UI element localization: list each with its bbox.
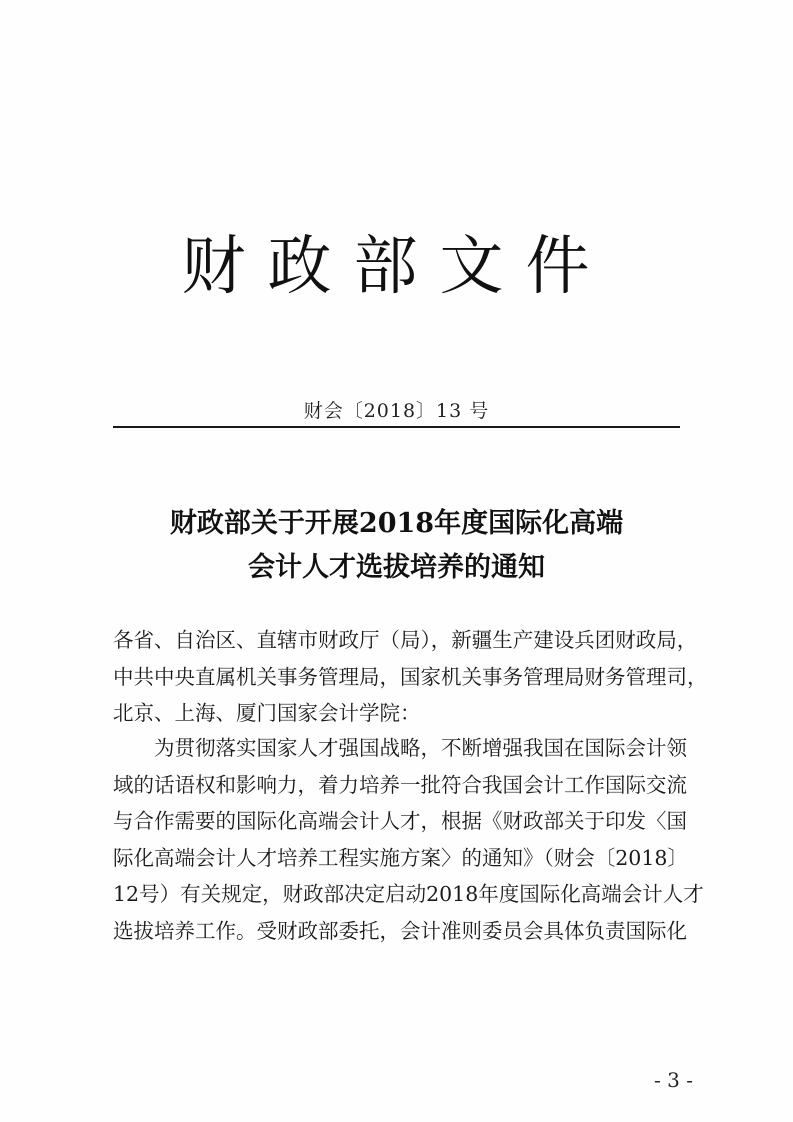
body-line: 域的话语权和影响力，着力培养一批符合我国会计工作国际交流 xyxy=(113,772,687,797)
document-number: 财会〔2018〕13 号 xyxy=(303,400,490,422)
addressee-line: 中共中央直属机关事务管理局，国家机关事务管理局财务管理司， xyxy=(113,664,708,689)
body-line: 为贯彻落实国家人才强国战略，不断增强我国在国际会计领 xyxy=(154,736,687,760)
header-divider xyxy=(113,426,680,428)
document-title xyxy=(0,502,793,590)
body-line: 与合作需要的国际化高端会计人才，根据《财政部关于印发〈国 xyxy=(113,809,687,833)
body-line: 12号）有关规定，财政部决定启动2018年度国际化高端会计人才 xyxy=(113,882,704,906)
body-line: 选拔培养工作。受财政部委托，会计准则委员会具体负责国际化 xyxy=(113,918,687,943)
document-title-line-2: 会计人才选拔培养的通知 xyxy=(248,552,545,583)
addressee-line: 各省、自治区、直辖市财政厅（局），新疆生产建设兵团财政局， xyxy=(113,628,698,652)
document-title-line-1: 财政部关于开展2018年度国际化高端 xyxy=(169,508,624,539)
body-paragraph xyxy=(113,730,704,949)
addressee-block xyxy=(113,622,708,732)
addressee-line: 北京、上海、厦门国家会计学院： xyxy=(113,701,421,725)
page-number: - 3 - xyxy=(654,1068,693,1092)
document-header-title: 财政部文件 xyxy=(181,230,612,304)
body-line: 际化高端会计人才培养工程实施方案〉的通知》（财会〔2018〕 xyxy=(113,845,688,870)
